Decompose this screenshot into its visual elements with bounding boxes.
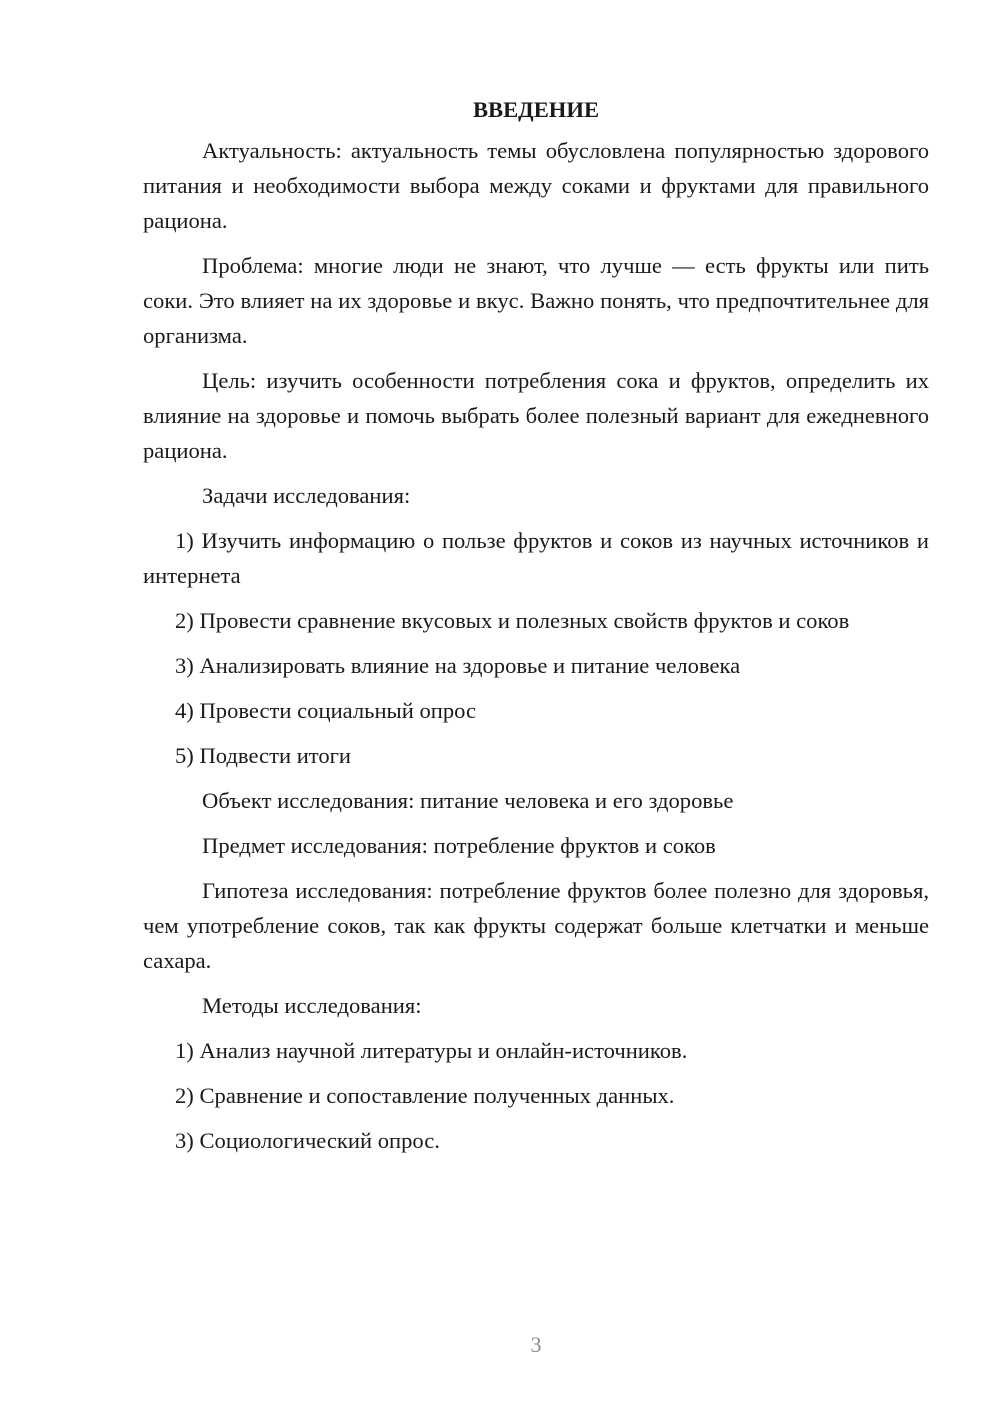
tasks-heading: Задачи исследования: — [202, 483, 411, 508]
task-item-3: 3) Анализировать влияние на здоровье и питание человека — [175, 653, 741, 678]
task-item-5: 5) Подвести итоги — [175, 743, 352, 768]
methods-heading: Методы исследования: — [202, 993, 422, 1018]
task-item-2: 2) Провести сравнение вкусовых и полезных свойств фруктов и соков — [175, 608, 850, 633]
research-object: Объект исследования: питание человека и его здоровье — [202, 788, 734, 813]
problem-paragraph: Проблема: многие люди не знают, что лучше — есть фрукты или пить соки. Это влияет на их здоровье и вкус. Важно понять, что предпочтительнее для организма. — [143, 253, 929, 348]
section-title: ВВЕДЕНИЕ — [472, 97, 600, 122]
method-item-2: 2) Сравнение и сопоставление полученных данных. — [175, 1083, 675, 1108]
research-subject: Предмет исследования: потребление фруктов и соков — [202, 833, 716, 858]
task-item-1: 1) Изучить информацию о пользе фруктов и соков из научных источников и интернета — [143, 528, 929, 588]
task-item-4: 4) Провести социальный опрос — [175, 698, 477, 723]
hypothesis-paragraph: Гипотеза исследования: потребление фруктов более полезно для здоровья, чем употребление соков, так как фрукты содержат больше клетчатки и меньше сахара. — [143, 878, 929, 973]
method-item-1: 1) Анализ научной литературы и онлайн-источников. — [175, 1038, 688, 1063]
relevance-paragraph: Актуальность: актуальность темы обусловлена популярностью здорового питания и необходимости выбора между соками и фруктами для правильного рациона. — [143, 138, 929, 233]
method-item-3: 3) Социологический опрос. — [175, 1128, 440, 1153]
document-body — [143, 92, 929, 1168]
goal-paragraph: Цель: изучить особенности потребления сока и фруктов, определить их влияние на здоровье и помочь выбрать более полезный вариант для ежедневного рациона. — [143, 368, 929, 463]
page-number: 3 — [530, 1332, 542, 1357]
